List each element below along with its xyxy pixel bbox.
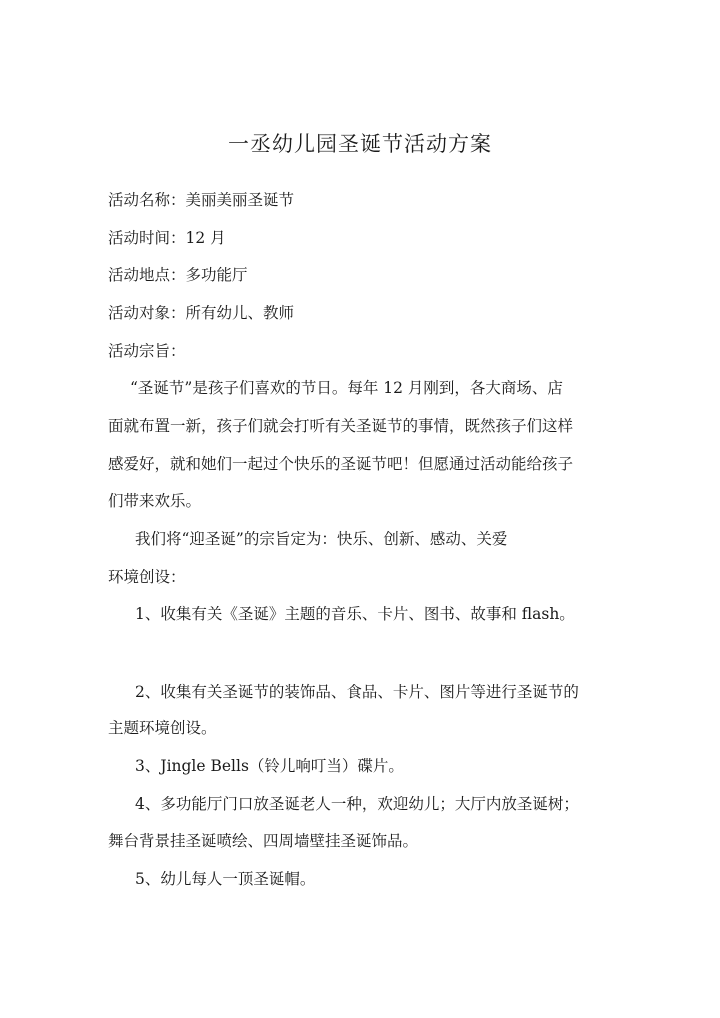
purpose-summary: 我们将“迎圣诞”的宗旨定为：快乐、创新、感动、关爱	[135, 530, 508, 548]
environment-heading: 环境创设：	[108, 568, 186, 586]
environment-item: 2、收集有关圣诞节的装饰品、食品、卡片、图片等进行圣诞节的	[135, 683, 579, 701]
purpose-paragraph-line: 们带来欢乐。	[108, 492, 202, 510]
environment-item: 4、多功能厅门口放圣诞老人一种，欢迎幼儿；大厅内放圣诞树；	[135, 795, 579, 813]
environment-item: 1、收集有关《圣诞》主题的音乐、卡片、图书、故事和 flash。	[135, 605, 575, 623]
field-activity-name	[108, 188, 294, 212]
field-activity-audience	[108, 301, 294, 325]
field-value: 多功能厅	[185, 266, 248, 284]
environment-item: 5、幼儿每人一顶圣诞帽。	[135, 870, 316, 888]
field-label: 活动时间：	[108, 229, 186, 247]
field-label: 活动名称：	[108, 191, 186, 209]
field-activity-time	[108, 226, 226, 250]
document-title: 一丞幼儿园圣诞节活动方案	[228, 132, 492, 156]
field-value: 12 月	[185, 229, 226, 247]
field-value: 美丽美丽圣诞节	[185, 191, 295, 209]
field-label: 活动对象：	[108, 304, 186, 322]
field-activity-location	[108, 263, 248, 287]
purpose-paragraph-line: 感爱好，就和她们一起过个快乐的圣诞节吧！但愿通过活动能给孩子	[108, 455, 574, 473]
environment-item-continued: 舞台背景挂圣诞喷绘、四周墙壁挂圣诞饰品。	[108, 832, 419, 850]
purpose-paragraph-line: “圣诞节”是孩子们喜欢的节日。每年 12 月刚到，各大商场、店	[130, 379, 563, 397]
field-label: 活动宗旨：	[108, 342, 186, 360]
environment-item-continued: 主题环境创设。	[108, 719, 217, 737]
field-label: 活动地点：	[108, 266, 186, 284]
purpose-paragraph-line: 面就布置一新，孩子们就会打听有关圣诞节的事情，既然孩子们这样	[108, 417, 574, 435]
environment-item: 3、Jingle Bells（铃儿响叮当）碟片。	[135, 757, 404, 775]
field-activity-purpose	[108, 339, 186, 363]
field-value: 所有幼儿、教师	[185, 304, 295, 322]
